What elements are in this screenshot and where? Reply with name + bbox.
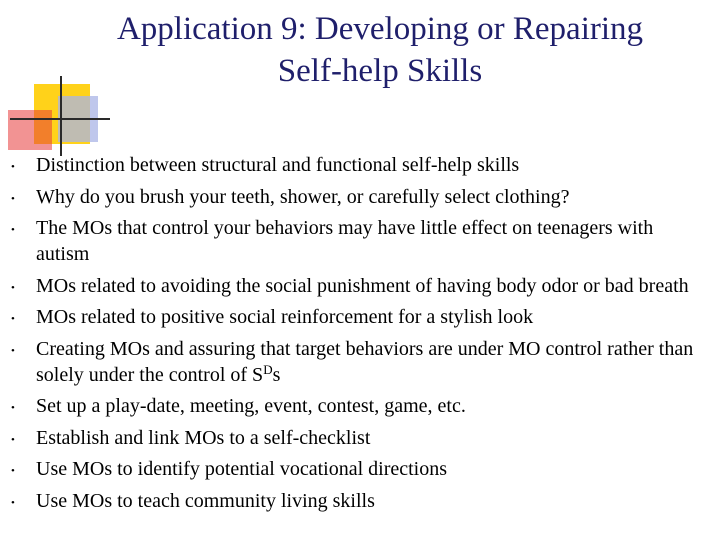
bullet-icon: • bbox=[11, 192, 15, 205]
bullet-text: Establish and link MOs to a self-checklist bbox=[36, 426, 371, 449]
title-line-2: Self-help Skills bbox=[277, 53, 483, 89]
bullet-icon: • bbox=[11, 224, 15, 236]
bullet-item bbox=[0, 152, 720, 178]
bullet-icon: • bbox=[11, 161, 15, 173]
deco-red-square bbox=[8, 110, 52, 150]
bullet-text: Why do you brush your teeth, shower, or carefully select clothing? bbox=[36, 185, 570, 208]
bullet-text-tail: s bbox=[272, 363, 281, 386]
bullet-text: The MOs that control your behaviors may have little effect on teenagers with autism bbox=[36, 217, 654, 265]
bullet-text: MOs related to positive social reinforcement for a stylish look bbox=[36, 306, 534, 328]
bullet-text: Set up a play-date, meeting, event, contest, game, etc. bbox=[36, 395, 466, 417]
bullet-text: MOs related to avoiding the social punishment of having body odor or bad breath bbox=[36, 274, 689, 297]
bullet-text: Creating MOs and assuring that target behaviors are under MO control rather than solely under the control of S bbox=[36, 337, 694, 386]
bullet-item bbox=[0, 215, 720, 267]
title-line-1: Application 9: Developing or Repairing bbox=[116, 11, 644, 47]
bullet-item bbox=[0, 488, 720, 514]
deco-vertical-line bbox=[60, 76, 62, 156]
slide-title bbox=[60, 8, 700, 92]
bullet-list bbox=[0, 152, 720, 519]
bullet-item bbox=[0, 336, 720, 388]
bullet-icon: • bbox=[11, 433, 15, 446]
bullet-item bbox=[0, 273, 720, 299]
bullet-text: Distinction between structural and functional self-help skills bbox=[36, 154, 520, 176]
bullet-item bbox=[0, 456, 720, 482]
bullet-item bbox=[0, 393, 720, 419]
bullet-item bbox=[0, 425, 720, 451]
bullet-text: Use MOs to teach community living skills bbox=[36, 489, 375, 512]
bullet-item bbox=[0, 184, 720, 210]
bullet-icon: • bbox=[11, 313, 15, 325]
bullet-icon: • bbox=[11, 465, 15, 477]
bullet-icon: • bbox=[11, 281, 15, 294]
bullet-item bbox=[0, 304, 720, 330]
bullet-text: Use MOs to identify potential vocational directions bbox=[36, 458, 448, 480]
bullet-icon: • bbox=[11, 402, 15, 414]
superscript-d: D bbox=[263, 361, 273, 377]
bullet-icon: • bbox=[11, 344, 15, 357]
bullet-icon: • bbox=[11, 496, 15, 509]
deco-horizontal-line bbox=[10, 118, 110, 120]
